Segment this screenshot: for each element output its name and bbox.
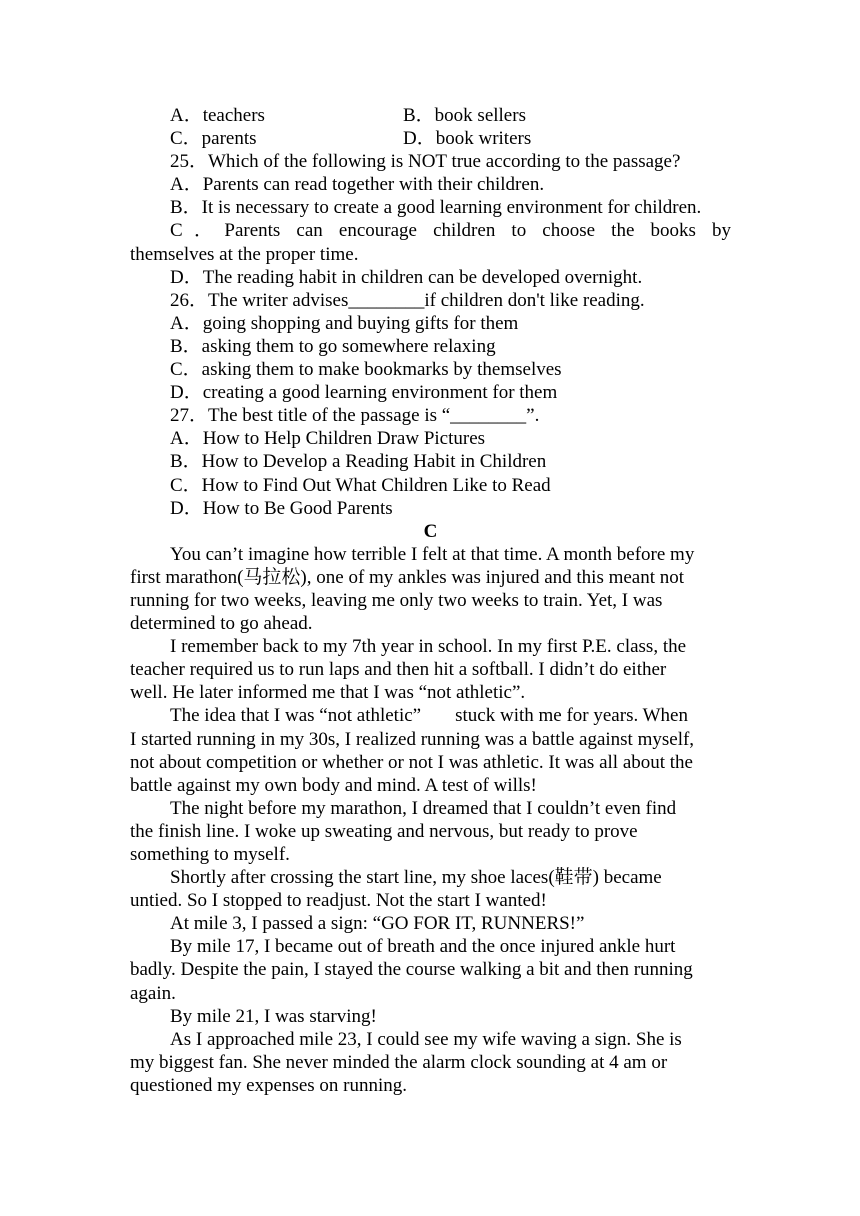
q24-option-d: D．book writers (403, 128, 532, 150)
q27-option-c: C．How to Find Out What Children Like to Read (170, 474, 551, 496)
section-c-heading: C (423, 520, 438, 542)
passage-line: By mile 17, I became out of breath and the once injured ankle hurt (170, 936, 676, 958)
passage-line: I started running in my 30s, I realized running was a battle against myself, (130, 728, 695, 750)
passage-line: well. He later informed me that I was “not athletic”. (130, 682, 526, 704)
passage-line: As I approached mile 23, I could see my wife waving a sign. She is (170, 1028, 682, 1050)
q27-option-d: D．How to Be Good Parents (170, 497, 393, 519)
q27-option-b: B．How to Develop a Reading Habit in Children (170, 451, 547, 473)
passage-line: untied. So I stopped to readjust. Not the start I wanted! (130, 890, 547, 912)
q24-option-b: B．book sellers (403, 105, 526, 126)
passage-line: my biggest fan. She never minded the alarm clock sounding at 4 am or (130, 1051, 668, 1073)
q25-option-c-line1: C．Parents can encourage children to choose the books by (170, 220, 731, 242)
passage-line: battle against my own body and mind. A test of wills! (130, 774, 537, 796)
passage-line: determined to go ahead. (130, 613, 313, 635)
q25-stem: 25．Which of the following is NOT true according to the passage? (170, 151, 681, 173)
passage-line: badly. Despite the pain, I stayed the course walking a bit and then running (130, 959, 693, 981)
q26-option-b: B．asking them to go somewhere relaxing (170, 335, 496, 357)
q25-option-b: B．It is necessary to create a good learning environment for children. (170, 197, 702, 219)
passage-line: running for two weeks, leaving me only two weeks to train. Yet, I was (130, 589, 663, 611)
passage-line: questioned my expenses on running. (130, 1074, 408, 1096)
passage-line: The night before my marathon, I dreamed that I couldn’t even find (170, 797, 677, 819)
passage-line: again. (130, 982, 176, 1004)
passage-line: You can’t imagine how terrible I felt at that time. A month before my (170, 543, 695, 565)
passage-line: not about competition or whether or not I was athletic. It was all about the (130, 751, 693, 773)
document-page (130, 104, 731, 1097)
passage-line: something to myself. (130, 844, 290, 865)
passage-line: the finish line. I woke up sweating and nervous, but ready to prove (130, 820, 638, 842)
q24-options-row-1 (130, 104, 731, 127)
q24-options-row-2 (130, 127, 731, 150)
q27-option-a: A．How to Help Children Draw Pictures (170, 428, 486, 450)
q25-option-d: D．The reading habit in children can be developed overnight. (170, 266, 643, 288)
q26-option-d: D．creating a good learning environment for them (170, 382, 558, 404)
q26-option-c: C．asking them to make bookmarks by themselves (170, 359, 562, 381)
q25-option-a: A．Parents can read together with their children. (170, 174, 545, 196)
q24-option-a: A．teachers (170, 105, 265, 126)
q25-option-c-line2: themselves at the proper time. (130, 243, 359, 265)
q26-stem: 26．The writer advises________if children don't like reading. (170, 289, 645, 311)
passage-line (130, 704, 731, 727)
q27-stem: 27．The best title of the passage is “________”. (170, 405, 540, 427)
passage-line: first marathon(马拉松), one of my ankles was injured and this meant not (130, 566, 685, 588)
passage-line: I remember back to my 7th year in school. In my first P.E. class, the (170, 636, 687, 658)
passage-line: At mile 3, I passed a sign: “GO FOR IT, RUNNERS!” (170, 913, 585, 935)
passage-fragment: The idea that I was “not athletic” (170, 705, 422, 727)
passage-line: teacher required us to run laps and then hit a softball. I didn’t do either (130, 659, 667, 681)
q24-option-c: C．parents (170, 128, 257, 150)
passage-line: Shortly after crossing the start line, my shoe laces(鞋带) became (170, 867, 662, 889)
q26-option-a: A．going shopping and buying gifts for them (170, 312, 519, 334)
passage-fragment: stuck with me for years. When (455, 705, 688, 727)
passage-line: By mile 21, I was starving! (170, 1005, 377, 1027)
